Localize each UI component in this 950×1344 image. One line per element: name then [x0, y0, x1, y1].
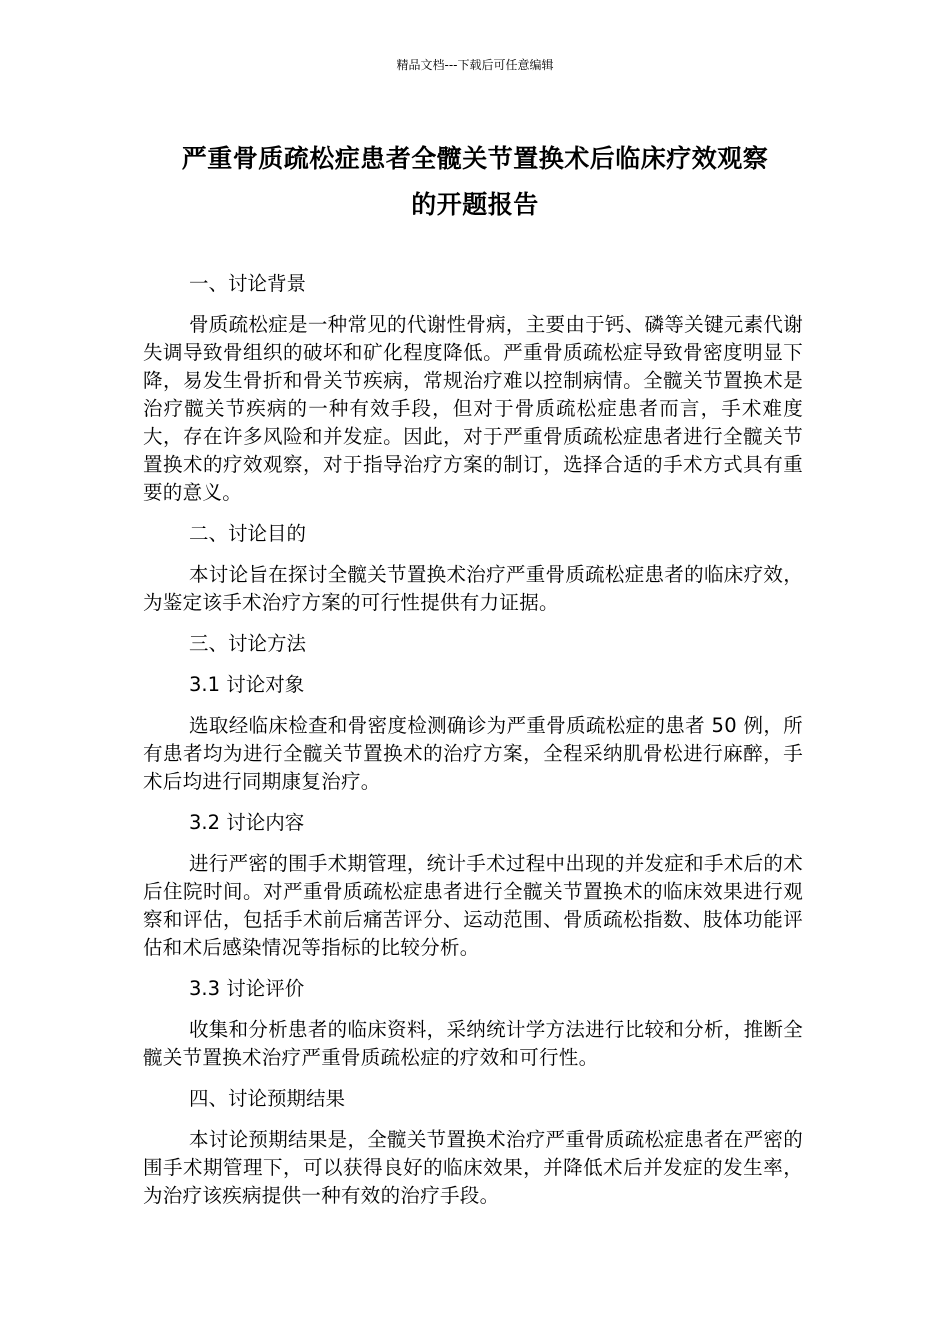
page-header: 精品文档---下载后可任意编辑: [396, 58, 554, 72]
paragraph-background: 骨质疏松症是一种常见的代谢性骨病，主要由于钙、磷等关键元素代谢失调导致骨组织的破坏和矿化程度降低。严重骨质疏松症导致骨密度明显下降，易发生骨折和骨关节疾病，常规治疗难以控制病情。全髋关节置换术是治疗髋关节疾病的一种有效手段，但对于骨质疏松症患者而言，手术难度大，存在许多风险和并发症。因此，对于严重骨质疏松症患者进行全髋关节置换术的疗效观察，对于指导治疗方案的制订，选择合适的手术方式具有重要的意义。: [143, 313, 803, 504]
section-heading-background: 一、讨论背景: [189, 272, 307, 295]
paragraph-evaluation: 收集和分析患者的临床资料，采纳统计学方法进行比较和分析，推断全髋关节置换术治疗严重骨质疏松症的疗效和可行性。: [143, 1018, 803, 1069]
section-heading-purpose: 二、讨论目的: [189, 522, 307, 545]
paragraph-content: 进行严密的围手术期管理，统计手术过程中出现的并发症和手术后的术后住院时间。对严重骨质疏松症患者进行全髋关节置换术的临床效果进行观察和评估，包括手术前后痛苦评分、运动范围、骨质疏松指数、肢体功能评估和术后感染情况等指标的比较分析。: [143, 852, 803, 959]
section-heading-methods: 三、讨论方法: [189, 632, 307, 655]
title-line-2: 的开题报告: [411, 190, 539, 219]
document-body: [143, 270, 803, 1223]
subsection-heading-subjects: 3.1 讨论对象: [189, 673, 305, 696]
subsection-heading-evaluation: 3.3 讨论评价: [189, 977, 305, 1000]
paragraph-expected-results: 本讨论预期结果是，全髋关节置换术治疗严重骨质疏松症患者在严密的围手术期管理下，可以获得良好的临床效果，并降低术后并发症的发生率，为治疗该疾病提供一种有效的治疗手段。: [143, 1128, 803, 1207]
subsection-heading-content: 3.2 讨论内容: [189, 811, 305, 834]
document-title: [140, 136, 810, 228]
paragraph-subjects: 选取经临床检查和骨密度检测确诊为严重骨质疏松症的患者 50 例，所有患者均为进行全髋关节置换术的治疗方案，全程采纳肌骨松进行麻醉，手术后均进行同期康复治疗。: [143, 714, 803, 793]
paragraph-purpose: 本讨论旨在探讨全髋关节置换术治疗严重骨质疏松症患者的临床疗效，为鉴定该手术治疗方案的可行性提供有力证据。: [143, 563, 803, 614]
title-line-1: 严重骨质疏松症患者全髋关节置换术后临床疗效观察: [181, 144, 769, 173]
section-heading-expected-results: 四、讨论预期结果: [189, 1087, 346, 1110]
